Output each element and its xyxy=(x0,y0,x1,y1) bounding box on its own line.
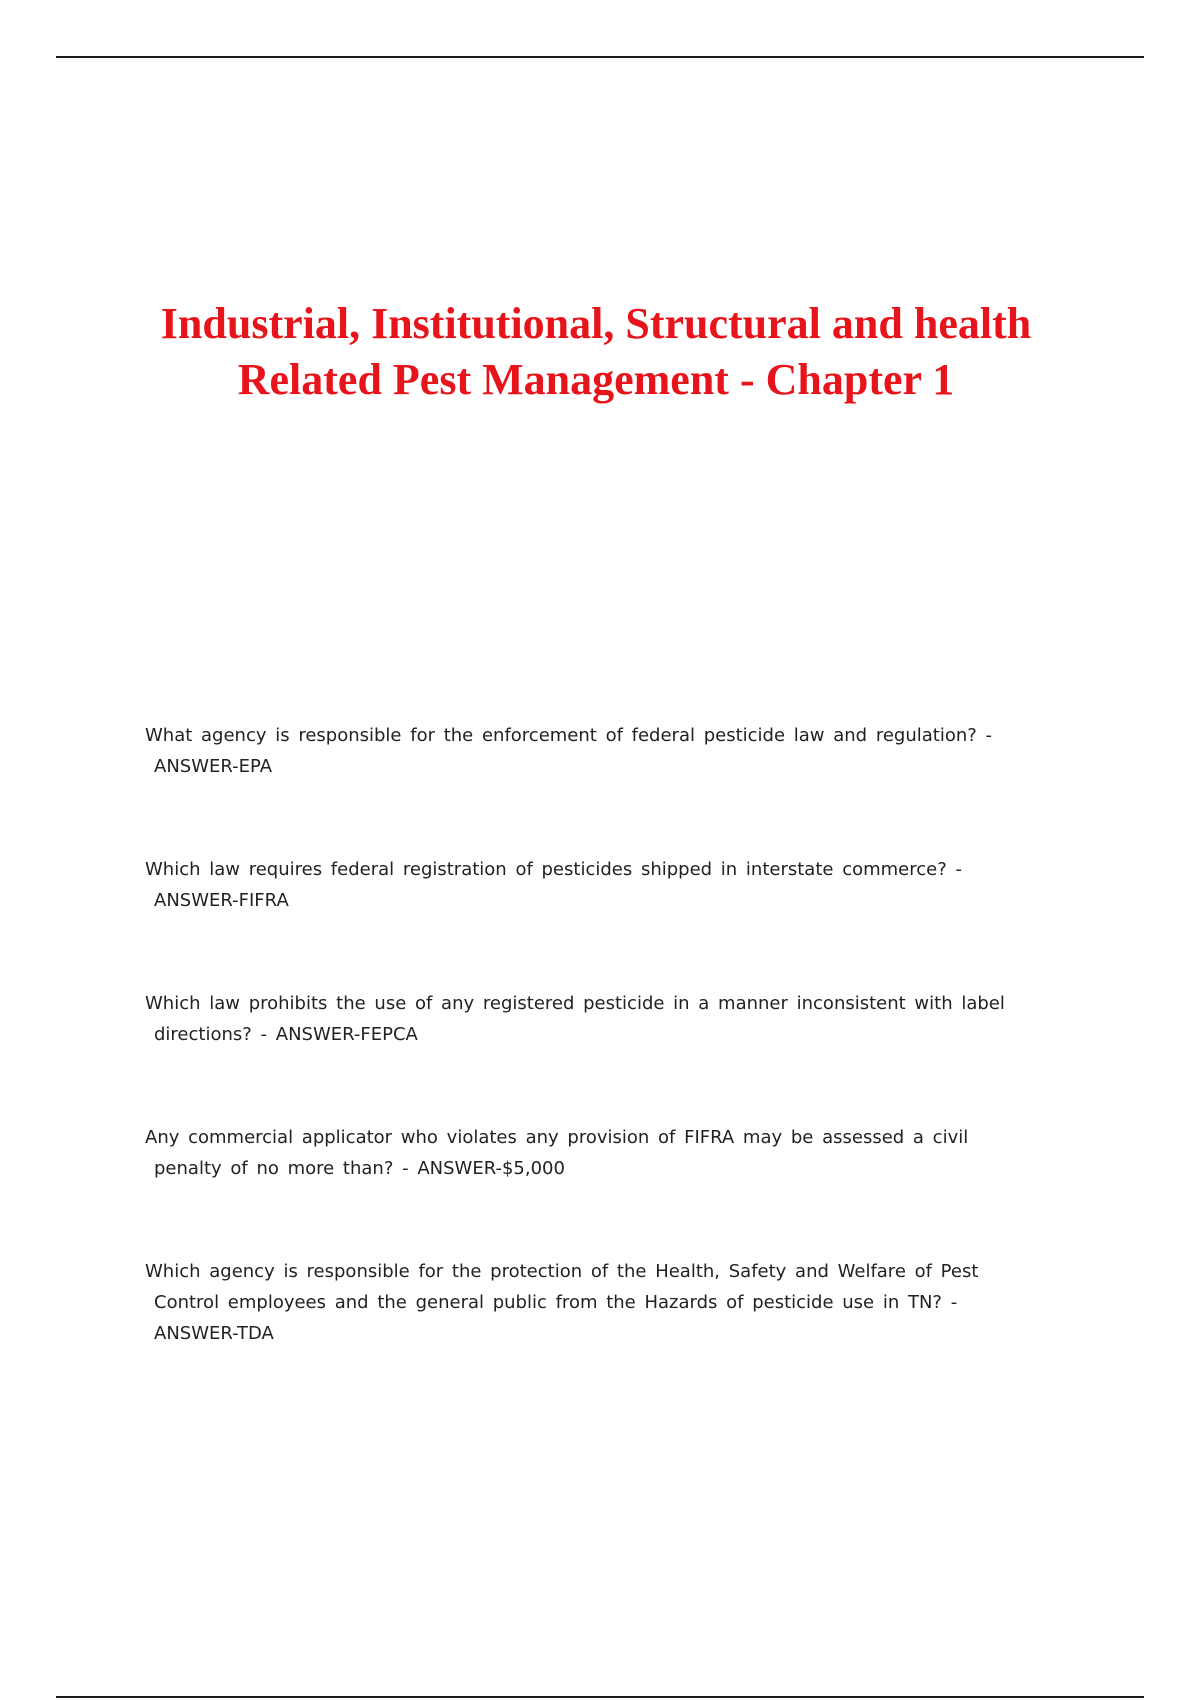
answer-text: penalty of no more than? - ANSWER-$5,000 xyxy=(154,1158,565,1179)
question-item-5 xyxy=(145,1256,1065,1390)
answer-text: ANSWER-FIFRA xyxy=(154,890,289,911)
question-list xyxy=(145,720,1065,1390)
document-title: Industrial, Institutional, Structural and health Related Pest Management - Chapter 1 xyxy=(160,299,1032,404)
answer-text: ANSWER-TDA xyxy=(154,1323,274,1344)
question-item-3 xyxy=(145,988,1065,1122)
answer-text: directions? - ANSWER-FEPCA xyxy=(154,1024,418,1045)
question-text: Which law requires federal registration of pesticides shipped in interstate commerce? - xyxy=(145,859,962,880)
question-text-continued: Control employees and the general public from the Hazards of pesticide use in TN? - xyxy=(154,1292,958,1313)
question-item-4 xyxy=(145,1122,1065,1256)
footer-rule xyxy=(56,1696,1144,1698)
question-item-1 xyxy=(145,720,1065,854)
question-text: What agency is responsible for the enforcement of federal pesticide law and regulation? - xyxy=(145,725,993,746)
question-text: Any commercial applicator who violates any provision of FIFRA may be assessed a civil xyxy=(145,1127,969,1148)
header-rule xyxy=(56,56,1144,58)
question-text: Which agency is responsible for the protection of the Health, Safety and Welfare of Pest xyxy=(145,1261,979,1282)
answer-text: ANSWER-EPA xyxy=(154,756,273,777)
question-text: Which law prohibits the use of any registered pesticide in a manner inconsistent with label xyxy=(145,993,1005,1014)
question-item-2 xyxy=(145,854,1065,988)
